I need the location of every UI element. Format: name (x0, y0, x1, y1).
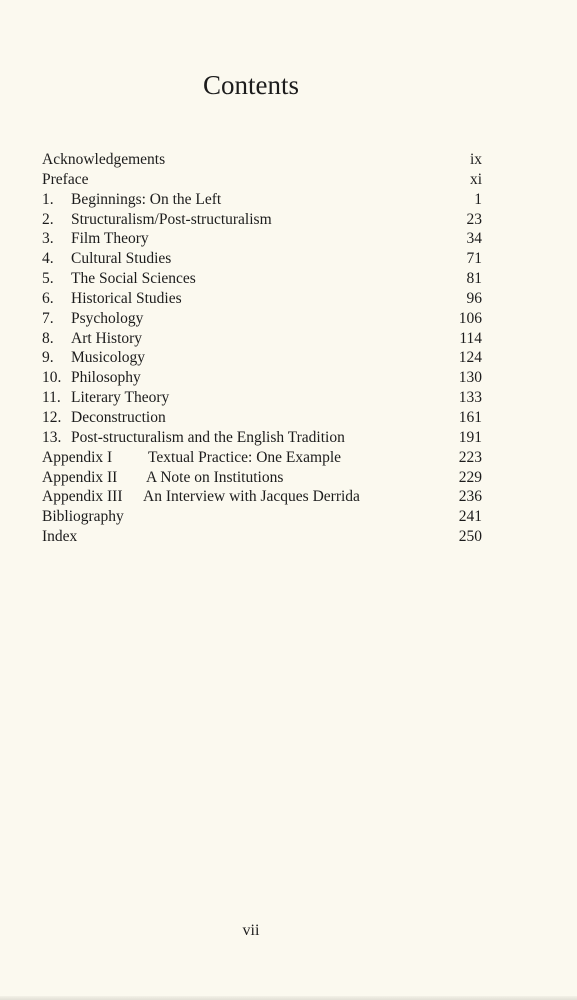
toc-entry-page: 114 (459, 329, 482, 347)
toc-entry-label: Historical Studies (71, 289, 182, 307)
toc-entry-page: 223 (458, 448, 482, 466)
toc-entry-label: Acknowledgements (42, 151, 166, 168)
toc-entry-label: Preface (42, 170, 89, 188)
table-of-contents (42, 150, 482, 547)
toc-entry-page: 130 (458, 369, 482, 387)
toc-entry-acknowledgements[interactable] (42, 150, 482, 170)
toc-entry-label: Film Theory (71, 230, 149, 248)
toc-entry-number: 11. (42, 389, 61, 407)
toc-entry-appendix-2[interactable] (42, 468, 482, 488)
toc-entry-number: 7. (42, 309, 54, 327)
toc-entry-chapter-8[interactable] (42, 329, 482, 349)
toc-entry-page: 250 (458, 528, 482, 546)
toc-entry-label: Psychology (71, 309, 144, 327)
toc-entry-chapter-2[interactable] (42, 210, 482, 230)
toc-entry-page: 23 (466, 210, 482, 228)
toc-entry-chapter-4[interactable] (42, 249, 482, 269)
toc-entry-page: 241 (458, 508, 482, 526)
toc-entry-page: 96 (466, 289, 482, 307)
toc-entry-number: 12. (42, 408, 62, 426)
toc-entry-number: 1. (42, 190, 54, 208)
toc-entry-index[interactable] (42, 527, 482, 547)
toc-entry-label: Musicology (71, 349, 146, 367)
toc-entry-number: 8. (42, 329, 54, 347)
toc-entry-page: 81 (466, 270, 482, 288)
toc-entry-number: 3. (42, 230, 54, 248)
toc-entry-number: 5. (42, 270, 54, 288)
toc-entry-label: Textual Practice: One Example (148, 448, 342, 466)
toc-entry-label: Beginnings: On the Left (71, 190, 222, 208)
page-title: Contents (202, 70, 299, 100)
toc-entry-appendix-3[interactable] (42, 487, 482, 507)
toc-entry-chapter-5[interactable] (42, 269, 482, 289)
toc-entry-page: ix (469, 151, 482, 168)
toc-entry-page: 133 (458, 389, 482, 407)
page-number: vii (242, 922, 260, 939)
toc-entry-number: 4. (42, 250, 54, 268)
toc-entry-page: 1 (474, 190, 482, 208)
toc-entry-page: 191 (458, 428, 482, 446)
toc-entry-chapter-12[interactable] (42, 408, 482, 428)
toc-entry-label: Post-structuralism and the English Tradition (71, 428, 345, 446)
toc-entry-chapter-6[interactable] (42, 289, 482, 309)
toc-entry-number: 10. (42, 369, 62, 387)
toc-entry-page: 124 (458, 349, 482, 367)
toc-entry-page: 71 (466, 250, 482, 268)
toc-entry-number: 13. (42, 428, 62, 446)
toc-entry-label: An Interview with Jacques Derrida (143, 488, 360, 506)
toc-entry-number: 9. (42, 349, 54, 367)
toc-entry-label: Cultural Studies (71, 250, 172, 268)
toc-entry-page: xi (469, 170, 482, 188)
toc-entry-number: Appendix II (42, 468, 118, 486)
toc-entry-label: Art History (71, 329, 143, 347)
toc-entry-page: 34 (466, 230, 482, 248)
toc-entry-page: 229 (458, 468, 482, 486)
toc-entry-chapter-11[interactable] (42, 388, 482, 408)
toc-entry-label: The Social Sciences (71, 270, 196, 288)
toc-entry-label: A Note on Institutions (146, 468, 284, 486)
toc-entry-page: 106 (458, 309, 482, 327)
toc-entry-label: Index (42, 528, 78, 546)
toc-entry-chapter-13[interactable] (42, 428, 482, 448)
toc-entry-appendix-1[interactable] (42, 448, 482, 468)
toc-entry-chapter-10[interactable] (42, 368, 482, 388)
toc-entry-label: Bibliography (42, 508, 124, 526)
toc-entry-chapter-1[interactable] (42, 190, 482, 210)
toc-entry-number: Appendix I (42, 448, 113, 466)
toc-entry-chapter-7[interactable] (42, 309, 482, 329)
toc-entry-page: 161 (458, 408, 482, 426)
page-bottom-edge (0, 996, 577, 1000)
toc-entry-label: Philosophy (71, 369, 141, 387)
toc-entry-preface[interactable] (42, 170, 482, 190)
toc-entry-number: Appendix III (42, 488, 123, 506)
toc-entry-label: Literary Theory (71, 389, 170, 407)
toc-entry-chapter-3[interactable] (42, 229, 482, 249)
toc-entry-bibliography[interactable] (42, 507, 482, 527)
toc-entry-label: Structuralism/Post-structuralism (71, 210, 272, 228)
toc-entry-number: 6. (42, 289, 54, 307)
toc-entry-label: Deconstruction (71, 408, 166, 426)
toc-entry-page: 236 (458, 488, 482, 506)
toc-entry-number: 2. (42, 210, 54, 228)
toc-entry-chapter-9[interactable] (42, 348, 482, 368)
